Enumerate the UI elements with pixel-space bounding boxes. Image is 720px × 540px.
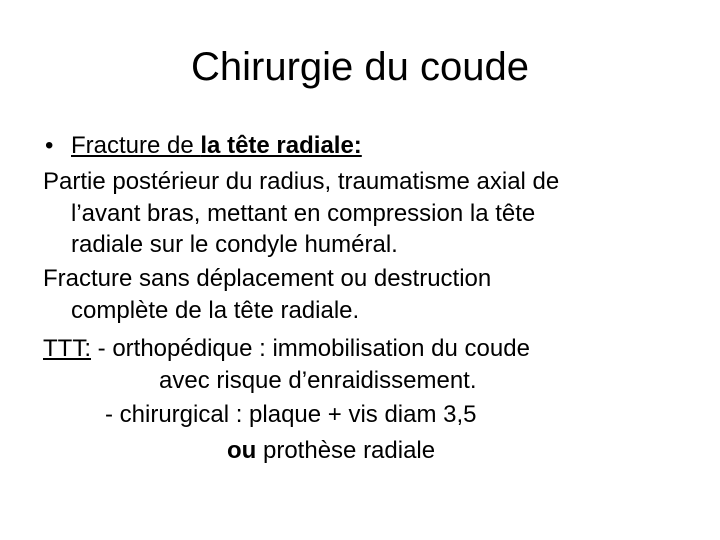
paragraph2-line2: complète de la tête radiale. bbox=[71, 297, 360, 324]
treatment-or: ou bbox=[227, 437, 257, 464]
slide-title: Chirurgie du coude bbox=[191, 45, 529, 89]
paragraph1-line3: radiale sur le condyle huméral. bbox=[71, 231, 398, 258]
bullet-bold-text: la tête radiale: bbox=[200, 132, 362, 159]
treatment-prosthesis: prothèse radiale bbox=[256, 437, 436, 464]
paragraph1-line2: l’avant bras, mettant en compression la tête bbox=[71, 200, 536, 227]
bullet-prefix: Fracture de bbox=[71, 132, 201, 159]
treatment-line2: avec risque d’enraidissement. bbox=[159, 367, 477, 394]
bullet-line bbox=[45, 131, 362, 160]
treatment-line3: - chirurgical : plaque + vis diam 3,5 bbox=[105, 401, 477, 428]
treatment-line1 bbox=[43, 334, 530, 363]
treatment-ortho: - orthopédique : immobilisation du coude bbox=[91, 335, 530, 362]
treatment-label: TTT: bbox=[43, 335, 91, 362]
paragraph1-line1: Partie postérieur du radius, traumatisme axial de bbox=[43, 168, 560, 195]
treatment-line4 bbox=[227, 436, 435, 465]
paragraph2-line1: Fracture sans déplacement ou destruction bbox=[43, 265, 492, 292]
bullet-icon: • bbox=[45, 132, 54, 159]
